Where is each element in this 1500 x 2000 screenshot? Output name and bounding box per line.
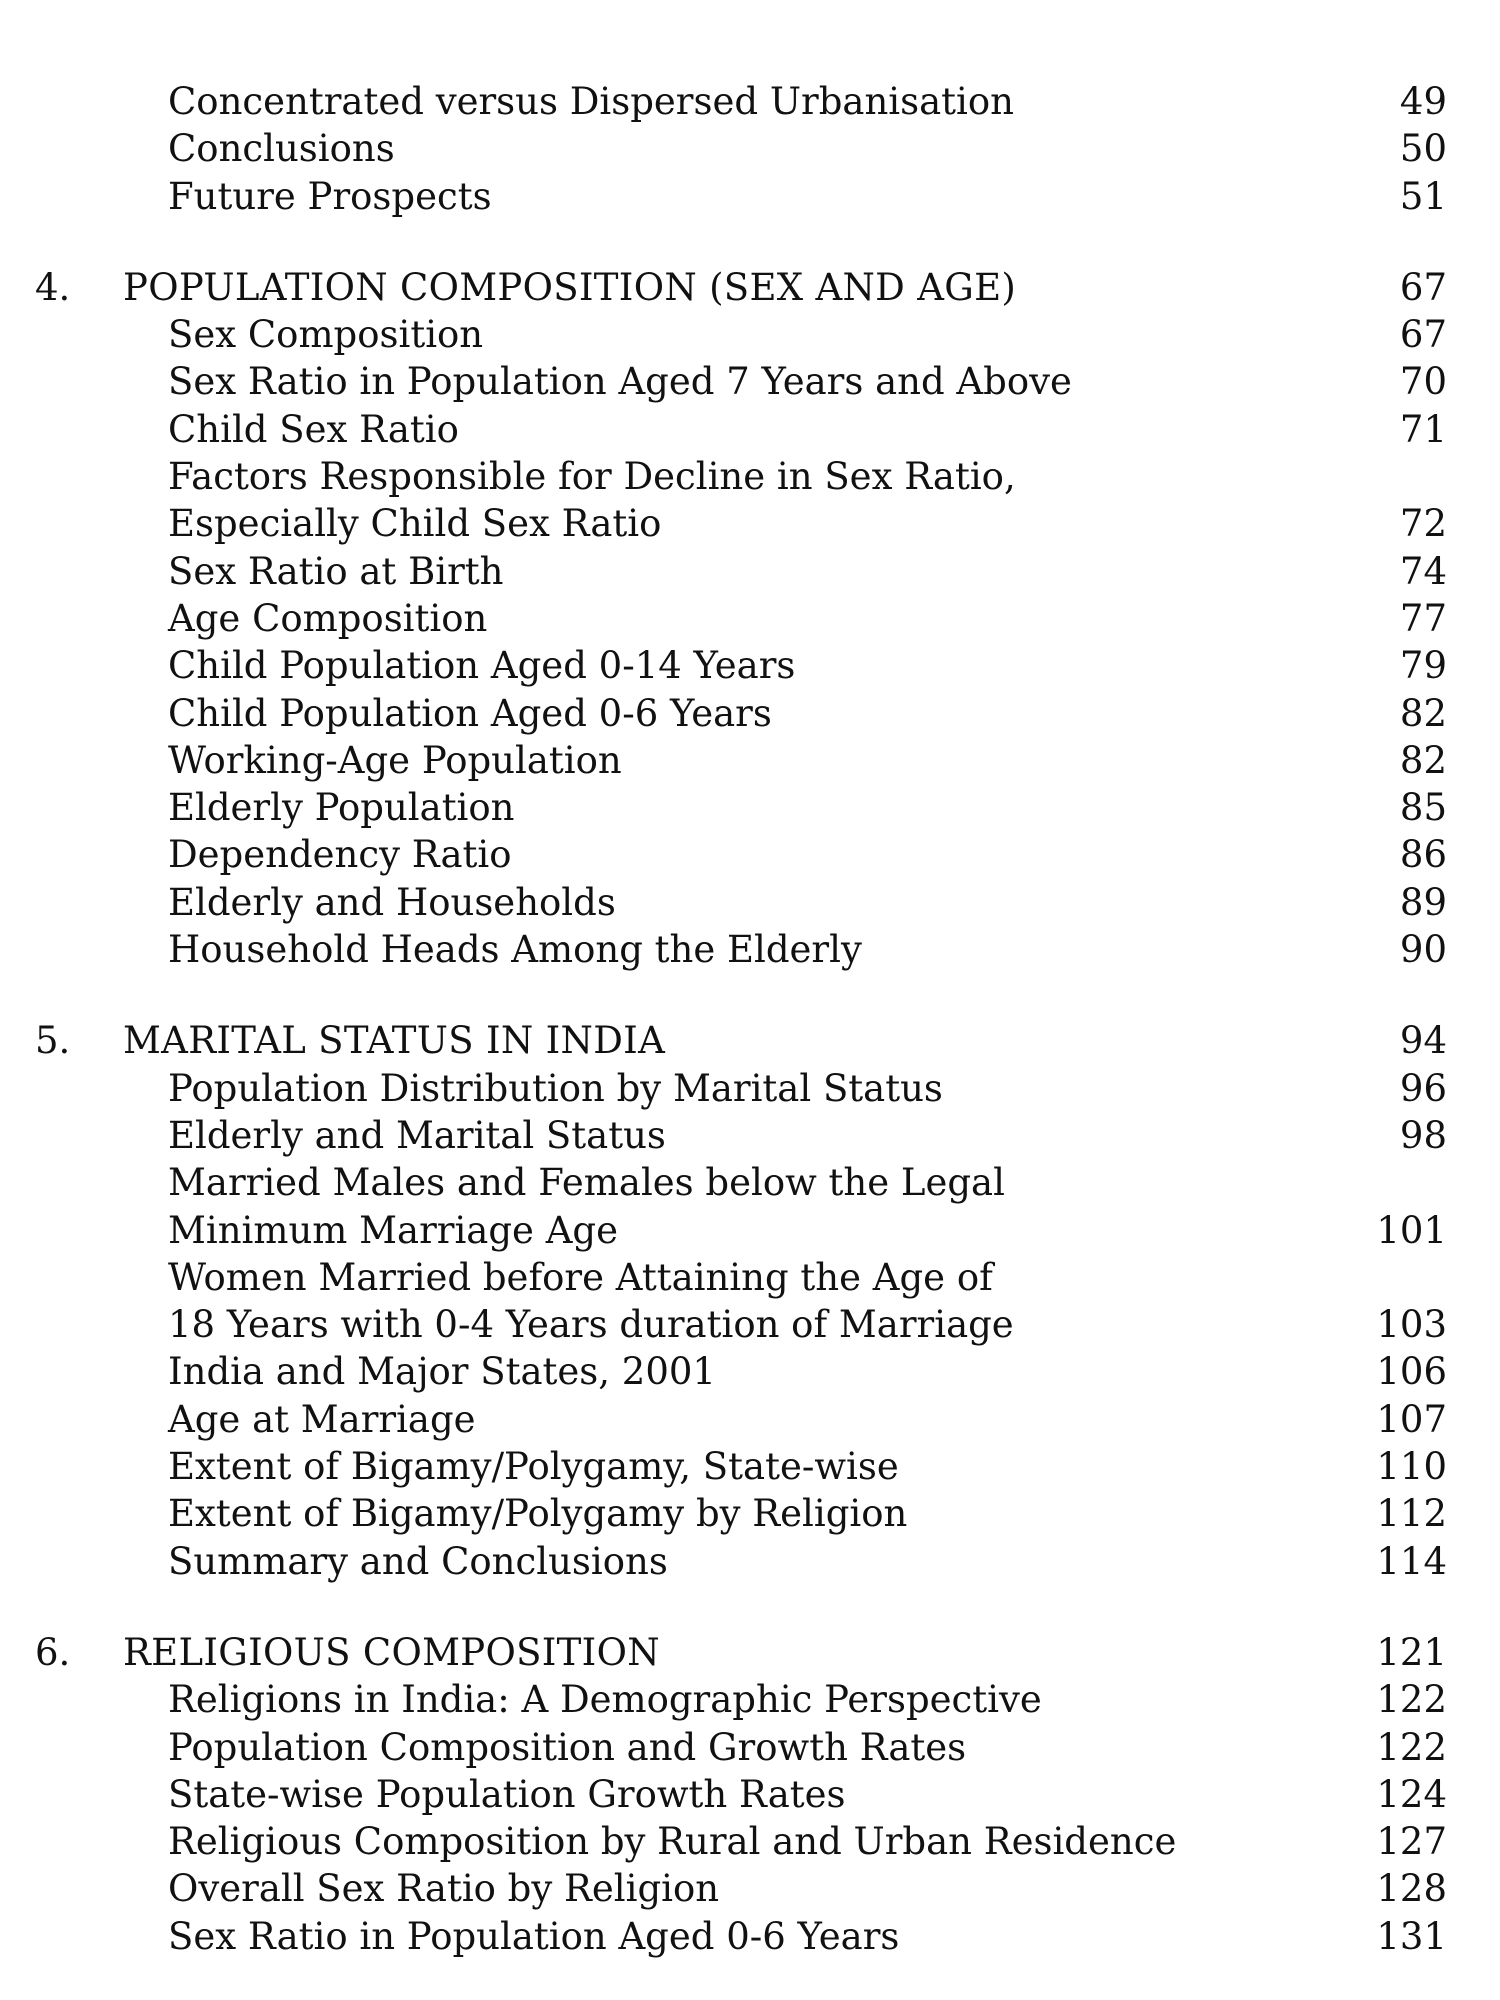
entry-page-number: 89 — [1399, 880, 1447, 924]
entry-page-number: 107 — [1376, 1397, 1447, 1441]
entry-page-number: 82 — [1399, 691, 1447, 735]
entry-page-number: 96 — [1399, 1066, 1447, 1110]
toc-entry — [0, 1207, 1500, 1254]
entry-page-number: 85 — [1399, 786, 1447, 830]
entry-title: Elderly and Marital Status — [168, 1113, 666, 1157]
entry-page-number: 82 — [1399, 738, 1447, 782]
entry-title: Elderly and Households — [168, 880, 616, 924]
table-of-contents — [0, 78, 1500, 1960]
entry-title: Population Distribution by Marital Status — [168, 1066, 943, 1110]
toc-entry — [0, 1913, 1500, 1960]
entry-title: Factors Responsible for Decline in Sex Ratio, — [168, 455, 1016, 499]
entry-page-number: 127 — [1376, 1820, 1447, 1864]
entry-title: Elderly Population — [168, 786, 515, 830]
chapter-page-number: 94 — [1399, 1019, 1447, 1063]
entry-page-number: 110 — [1376, 1445, 1447, 1489]
entry-page-number: 51 — [1399, 174, 1447, 218]
toc-entry — [0, 1348, 1500, 1395]
toc-entry — [0, 311, 1500, 358]
toc-entry — [0, 1771, 1500, 1818]
entry-title: Married Males and Females below the Legal — [168, 1161, 1005, 1205]
entry-page-number: 71 — [1399, 407, 1447, 451]
toc-entry — [0, 879, 1500, 926]
entry-page-number: 98 — [1399, 1113, 1447, 1157]
toc-entry — [0, 784, 1500, 831]
entry-title: State-wise Population Growth Rates — [168, 1772, 846, 1816]
entry-title: Minimum Marriage Age — [168, 1208, 618, 1252]
entry-page-number: 67 — [1399, 313, 1447, 357]
entry-title: Especially Child Sex Ratio — [168, 502, 662, 546]
toc-entry — [0, 500, 1500, 547]
toc-entry — [0, 406, 1500, 453]
toc-entry — [0, 548, 1500, 595]
entry-page-number: 122 — [1376, 1678, 1447, 1722]
toc-entry — [0, 173, 1500, 220]
entry-title: Conclusions — [168, 127, 395, 171]
entry-title: Sex Composition — [168, 313, 484, 357]
toc-entry — [0, 1490, 1500, 1537]
entry-title: Sex Ratio in Population Aged 0-6 Years — [168, 1914, 900, 1958]
entry-page-number: 86 — [1399, 833, 1447, 877]
entry-page-number: 74 — [1399, 549, 1447, 593]
entry-title: Religions in India: A Demographic Perspective — [168, 1678, 1042, 1722]
entry-page-number: 106 — [1376, 1350, 1447, 1394]
entry-page-number: 131 — [1376, 1914, 1447, 1958]
entry-title: Sex Ratio at Birth — [168, 549, 504, 593]
entry-title: Age at Marriage — [168, 1397, 476, 1441]
toc-entry — [0, 595, 1500, 642]
entry-title: Age Composition — [168, 596, 488, 640]
entry-page-number: 112 — [1376, 1492, 1447, 1536]
entry-title: Women Married before Attaining the Age of — [168, 1255, 993, 1299]
chapter-title: POPULATION COMPOSITION (SEX AND AGE) — [123, 265, 1017, 309]
chapter-number: 6. — [35, 1630, 71, 1674]
toc-entry — [0, 642, 1500, 689]
chapter-page-number: 121 — [1376, 1630, 1447, 1674]
toc-entry — [0, 1112, 1500, 1159]
entry-title: Religious Composition by Rural and Urban Residence — [168, 1820, 1177, 1864]
entry-title: Summary and Conclusions — [168, 1539, 668, 1583]
chapter-heading — [0, 1017, 1500, 1064]
chapter-heading — [0, 264, 1500, 311]
toc-entry — [0, 1396, 1500, 1443]
entry-page-number: 49 — [1399, 80, 1447, 123]
entry-title: Dependency Ratio — [168, 833, 512, 877]
entry-page-number: 101 — [1376, 1208, 1447, 1252]
toc-entry — [0, 690, 1500, 737]
entry-title: India and Major States, 2001 — [168, 1350, 716, 1394]
toc-entry — [0, 1254, 1500, 1301]
entry-title: Sex Ratio in Population Aged 7 Years and Above — [168, 360, 1072, 404]
toc-entry — [0, 1724, 1500, 1771]
entry-title: Extent of Bigamy/Polygamy by Religion — [168, 1492, 908, 1536]
toc-entry — [0, 358, 1500, 405]
entry-page-number: 50 — [1399, 127, 1447, 171]
entry-title: Household Heads Among the Elderly — [168, 928, 862, 972]
entry-title: Concentrated versus Dispersed Urbanisation — [168, 80, 1014, 123]
entry-page-number: 79 — [1399, 644, 1447, 688]
toc-entry — [0, 926, 1500, 973]
chapter-number: 5. — [35, 1019, 71, 1063]
toc-entry — [0, 1538, 1500, 1585]
entry-title: Extent of Bigamy/Polygamy, State-wise — [168, 1445, 899, 1489]
entry-page-number: 103 — [1376, 1303, 1447, 1347]
entry-title: Future Prospects — [168, 174, 492, 218]
entry-page-number: 122 — [1376, 1725, 1447, 1769]
entry-page-number: 114 — [1376, 1539, 1447, 1583]
entry-page-number: 128 — [1376, 1867, 1447, 1911]
entry-title: Child Population Aged 0-14 Years — [168, 644, 796, 688]
chapter-number: 4. — [35, 265, 71, 309]
toc-entry — [0, 1865, 1500, 1912]
toc-entry — [0, 1159, 1500, 1206]
entry-title: Overall Sex Ratio by Religion — [168, 1867, 720, 1911]
entry-title: Population Composition and Growth Rates — [168, 1725, 967, 1769]
entry-title: Working-Age Population — [168, 738, 622, 782]
entry-page-number: 77 — [1399, 596, 1447, 640]
entry-page-number: 72 — [1399, 502, 1447, 546]
chapter-title: RELIGIOUS COMPOSITION — [123, 1630, 660, 1674]
toc-entry — [0, 1443, 1500, 1490]
toc-entry — [0, 737, 1500, 784]
toc-entry — [0, 1818, 1500, 1865]
chapter-page-number: 67 — [1399, 265, 1447, 309]
toc-entry — [0, 1301, 1500, 1348]
toc-entry — [0, 831, 1500, 878]
entry-page-number: 124 — [1376, 1772, 1447, 1816]
entry-page-number: 70 — [1399, 360, 1447, 404]
toc-entry — [0, 1676, 1500, 1723]
entry-title: Child Population Aged 0-6 Years — [168, 691, 772, 735]
toc-entry — [0, 78, 1500, 125]
entry-title: Child Sex Ratio — [168, 407, 459, 451]
toc-entry — [0, 125, 1500, 172]
chapter-heading — [0, 1629, 1500, 1676]
chapter-title: MARITAL STATUS IN INDIA — [123, 1019, 666, 1063]
toc-entry — [0, 453, 1500, 500]
entry-page-number: 90 — [1399, 928, 1447, 972]
toc-entry — [0, 1065, 1500, 1112]
entry-title: 18 Years with 0-4 Years duration of Marriage — [168, 1303, 1014, 1347]
